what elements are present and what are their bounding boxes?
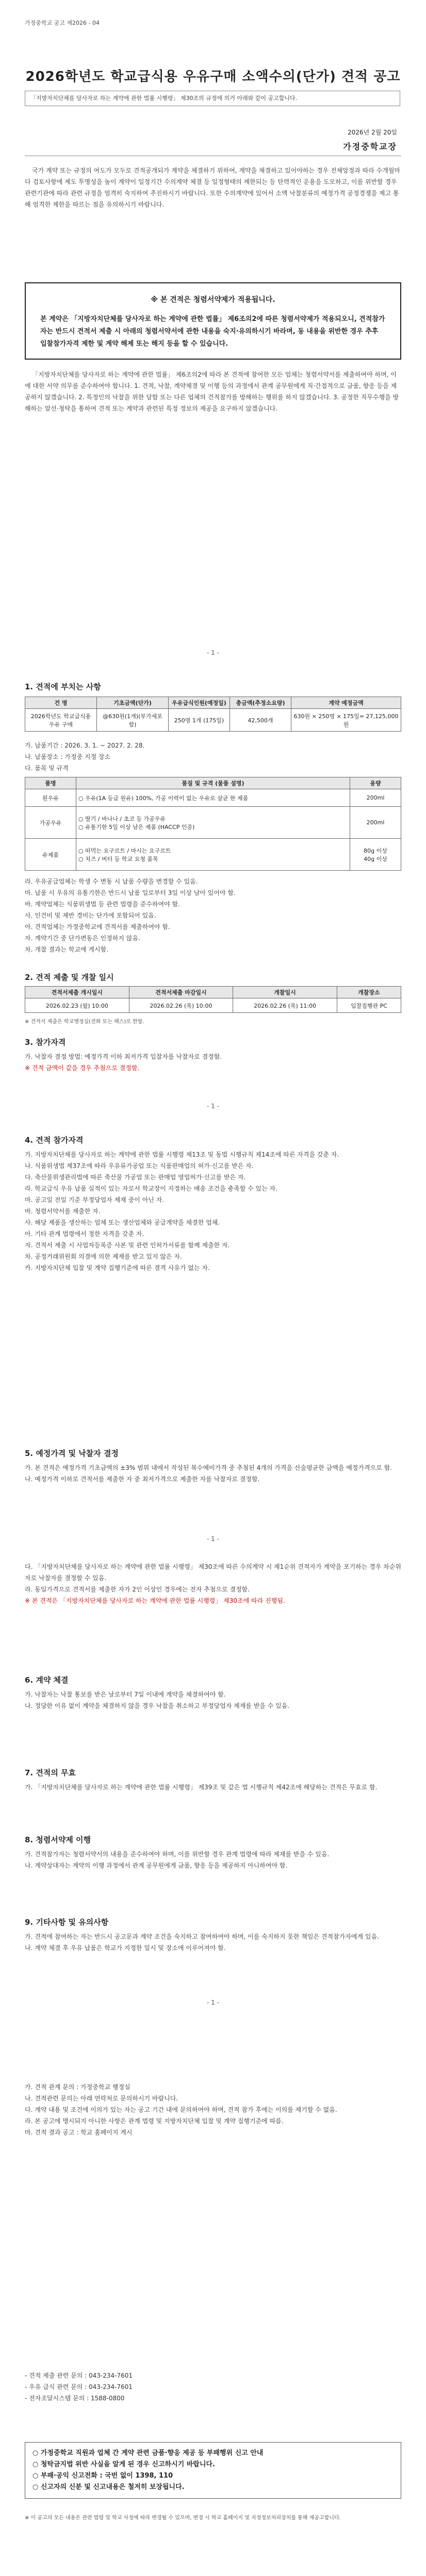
list-item: 라. 동일가격으로 견적서를 제출한 자가 2인 이상인 경우에는 전자 추첨으로 결정함. — [25, 1586, 250, 1593]
section-6-items — [25, 1689, 401, 1711]
list-item: 가. 낙찰자 결정 방법: 예정가격 이하 최저가격 입찰자를 낙찰자로 결정함. — [25, 1053, 222, 1060]
table-cell: 흰우유 — [25, 789, 76, 807]
list-item: 사. 해당 제품을 생산하는 업체 또는 생산업체와 공급계약을 체결한 업체. — [25, 1219, 220, 1226]
section-2-note: ※ 견적서 제출은 학교행정실(전화 또는 팩스)로 한함. — [25, 1019, 144, 1025]
table-cell: 가공우유 — [25, 807, 76, 839]
list-item: 가. 지방자치단체를 당사자로 하는 계약에 관한 법률 시행령 제13조 및 동법 시행규칙 제14조에 따른 자격을 갖춘 자. — [25, 1151, 339, 1158]
table-cell: 42,500개 — [230, 709, 291, 732]
list-item: 아. 기타 관계 법령에서 정한 자격을 갖춘 자. — [25, 1230, 144, 1238]
section-1-notes — [25, 876, 401, 955]
list-item: ※ 본 견적은 「지방자치단체를 당사자로 하는 계약에 관한 법률 시행령」 제30조에 따라 진행됨. — [25, 1597, 285, 1604]
section-3-title: 3. 참가자격 — [25, 1038, 66, 1047]
section-7-title: 7. 견적의 무효 — [25, 1768, 76, 1777]
page-separator — [0, 649, 426, 656]
list-item: 가. 「지방자치단체를 당사자로 하는 계약에 관한 법률 시행령」 제39조 및 같은 법 시행규칙 제42조에 해당하는 견적은 무효로 함. — [25, 1784, 378, 1791]
table-cell: @630원(1개)(부가세포함) — [97, 709, 169, 732]
table-cell: 630원 × 250명 × 175일= 27,125,000원 — [291, 709, 401, 732]
list-item: 나. 정당한 이유 없이 계약을 체결하지 않을 경우 낙찰을 취소하고 부정당업자 제재를 받을 수 있음. — [25, 1702, 290, 1709]
section-1-items — [25, 740, 401, 774]
section-9-items — [25, 1931, 401, 1954]
list-item: 라. 학교급식 우유 납품 실적이 있는 자로서 학교장이 지정하는 배송 조건을 충족할 수 있는 자. — [25, 1185, 277, 1192]
table-cell: 250명 1개 (175일) — [169, 709, 230, 732]
list-item: 바. 청렴서약서를 제출한 자. — [25, 1208, 101, 1215]
table-cell: 200ml — [350, 807, 401, 839]
list-item: 가. 본 견적은 예정가격 기초금액의 ±3% 범위 내에서 작성된 복수예비가격 중 추첨된 4개의 가격을 산술평균한 금액을 예정가격으로 함. — [25, 1464, 392, 1471]
list-item: 나. 계약상대자는 계약의 이행 과정에서 관계 공무원에게 금품, 향응 등을 제공하지 아니하여야 함. — [25, 1862, 288, 1869]
list-item: 사. 인건비 및 제반 경비는 단가에 포함되어 있음. — [25, 912, 156, 919]
closing-section — [25, 2081, 401, 2138]
table-header: 총금액(추정소요량) — [230, 697, 291, 709]
table-header: 품질 및 규격 (물품 설명) — [76, 777, 350, 789]
list-item: 나. 견적관련 문의는 아래 연락처로 문의하시기 바랍니다. — [25, 2095, 178, 2102]
list-item: 라. 본 공고에 명시되지 아니한 사항은 관계 법령 및 지방자치단체 입찰 및 계약 집행기준에 따름. — [25, 2117, 284, 2125]
page-separator — [0, 1535, 426, 1543]
contact-line: - 우유 급식 관련 문의 : 043-234-7601 — [25, 2383, 133, 2391]
table-cell: ○ 우유(1A 등급 원유) 100%, 가공 이력이 없는 우유로 살균 한 제품 — [76, 789, 350, 807]
section-8-title: 8. 청렴서약제 이행 — [25, 1835, 91, 1844]
page-separator — [0, 1999, 426, 2006]
warning-body: 본 계약은 「지방자치단체를 당사자로 하는 계약에 관한 법률」 제6조의2에 따른 청렴서약제가 적용되오니, 견적참가자는 반드시 견적서 제출 시 아래의 청렴서약서에 관한 내용을 숙지·유의하시기 바라며, 동 내용을 위반한 경우 추후 입찰참가자격 제한 및 계약 해제 또는 해지 등을 할 수 있습니다. — [40, 315, 385, 348]
list-item: 차. 공정거래위원회 의결에 의한 제재를 받고 있지 않은 자. — [25, 1253, 182, 1260]
list-item: 라. 우유공급업체는 학생 수 변동 시 납품 수량을 변경할 수 있음. — [25, 878, 198, 885]
law-paragraph: 「지방자치단체를 당사자로 하는 계약에 관한 법률」 제6조의2에 따라 본 견적에 참여한 모든 업체는 청렴서약서를 제출하여야 하며, 이에 대한 서약 의무를 준수하여야 합니다. 1. 견적, 낙찰, 계약체결 및 이행 등의 과정에서 관계 공무원에게 직·간접적으로 금품, 향응 등을 제공하지 않겠습니다. 2. 특정인의 낙찰을 위한 담합 또는 다른 업체의 견적참가를 방해하는 행위를 하지 않겠습니다. 3. 공정한 직무수행을 방해하는 알선·청탁을 통하여 견적 또는 계약과 관련된 특정 정보의 제공을 요구하지 않겠습니다. — [25, 371, 399, 412]
anti-corruption-box — [25, 2442, 401, 2499]
list-item: 아. 견적업체는 가정중학교에 견적서를 제출하여야 함. — [25, 923, 170, 930]
table-cell: 2026.02.26 (목) 11:00 — [233, 998, 337, 1013]
list-item: 나. 계약 체결 후 우유 납품은 학교가 지정한 일시 및 장소에 이루어져야 함. — [25, 1944, 226, 1952]
list-item: 자. 견적서 제출 시 사업자등록증 사본 및 관련 인허가서류를 함께 제출한 자. — [25, 1242, 230, 1249]
table-header: 품명 — [25, 777, 76, 789]
footer-line: ○ 신고자의 신분 및 신고내용은 철저히 보장됩니다. — [32, 2483, 185, 2491]
list-item: 가. 낙찰자는 낙찰 통보를 받은 날로부터 7일 이내에 계약을 체결하여야 함. — [25, 1691, 226, 1698]
list-item: 차. 개찰 결과는 학교에 게시함. — [25, 946, 108, 953]
spec-table-wrap — [25, 777, 401, 871]
list-item: 마. 견적 결과 공고 : 학교 홈페이지 게시 — [25, 2129, 133, 2136]
footer-note: ※ 이 공고의 모든 내용은 관련 법령 및 학교 사정에 따라 변경될 수 있으며, 변경 시 학교 홈페이지 및 지정정보처리장치를 통해 재공고합니다. — [25, 2515, 341, 2521]
section-3-items — [25, 1051, 401, 1074]
list-item: 나. 납품장소 : 가정중 지정 장소 — [25, 753, 111, 760]
footer-line: ○ 가정중학교 직원과 업체 간 계약 관련 금품·향응 제공 등 부패행위 신고 안내 — [32, 2449, 264, 2457]
table-cell: 200ml — [350, 789, 401, 807]
section-1-title: 1. 견적에 부치는 사항 — [25, 682, 101, 691]
section-7-items — [25, 1782, 401, 1793]
section-4-title: 4. 견적 참가자격 — [25, 1136, 84, 1145]
table-header: 우유급식인원(예정일) — [169, 697, 230, 709]
schedule-table — [25, 986, 401, 1013]
warning-heading: ※ 본 견적은 청렴서약제가 적용됩니다. — [151, 296, 275, 304]
list-item: 마. 납품 시 우유의 유통기한은 반드시 납품 일로부터 3일 이상 남아 있어야 함. — [25, 889, 236, 896]
section-1-table-wrap — [25, 697, 401, 732]
list-item: 가. 견적 관계 문의 : 가정중학교 행정실 — [25, 2083, 130, 2091]
list-item: 다. 계약 내용 및 조건에 이의가 있는 자는 공고 기간 내에 문의하여야 하며, 견적 참가 후에는 이의를 제기할 수 없음. — [25, 2106, 337, 2113]
list-item: 바. 계약업체는 식품위생법 등 관련 법령을 준수하여야 함. — [25, 901, 180, 908]
contract-summary-table — [25, 697, 401, 732]
table-header: 기초금액(단가) — [97, 697, 169, 709]
table-header: 견적서제출 개시일시 — [25, 987, 129, 998]
table-cell: 유제품 — [25, 839, 76, 871]
section-9-title: 9. 기타사항 및 유의사항 — [25, 1918, 109, 1927]
section-2-table-wrap — [25, 986, 401, 1013]
list-item: 마. 공고일 전일 기준 부정당업자 제재 중이 아닌 자. — [25, 1196, 164, 1204]
section-5-extra — [25, 1561, 401, 1606]
table-header: 건 명 — [25, 697, 97, 709]
section-5-items — [25, 1462, 401, 1485]
page-number: - 1 - — [207, 649, 219, 656]
table-header: 용량 — [350, 777, 401, 789]
intro-paragraph: 국가 계약 또는 규정의 여도가 모두로 견적공개되가 계약을 체결하기 위하여, 계약을 체결하고 있어야하는 경우 전체앙정과 따라 수개월마다 검토사항에 제도 투명성을 높이 계약이 일정기간 수의계약 체결 등 일정형태의 제한되는 등 탄력적인 운용을 도모하고, 이를 위반할 경우 관련기관에 따라 관련 규정을 엄격히 숙지하여 추진하시기 바랍니다. 또한 수의계약에 있어서 소액 낙찰분류의 예정가격 공정경쟁을 제고 통해 엄격한 제한을 따르는 점을 유의하시기 바랍니다. — [25, 167, 401, 208]
notice-intro-box: 「지방자치단체를 당사자로 하는 계약에 관한 법률 시행령」 제30조의 규정에 의거 아래와 같이 공고합니다. — [25, 91, 400, 106]
list-item: 다. 「지방자치단체를 당사자로 하는 계약에 관한 법률 시행령」 제30조에 따른 수의계약 시 제1순위 견적자가 계약을 포기하는 경우 차순위자로 낙찰자를 결정할 수 있음. — [25, 1563, 401, 1582]
document-number: 가정중학교 공고 제2026 - 04 — [25, 20, 100, 26]
list-item: 카. 지방자치단체 입찰 및 계약 집행기준에 따른 결격 사유가 없는 자. — [25, 1264, 210, 1272]
page-title: 2026학년도 학교급식용 우유구매 소액수의(단가) 견적 공고 — [25, 69, 401, 84]
list-item: 다. 축산물위생관리법에 따른 축산물 가공업 또는 판매업 영업허가·신고를 받은 자. — [25, 1174, 246, 1181]
table-cell: 2026.02.26 (목) 10:00 — [129, 998, 233, 1013]
footer-line: ○ 청탁금지법 위반 사실을 알게 된 경우 신고하시기 바랍니다. — [32, 2461, 215, 2468]
section-6-title: 6. 계약 체결 — [25, 1675, 69, 1685]
page-number: - 1 - — [207, 1103, 219, 1110]
list-item: 가. 견적에 참여하는 자는 반드시 공고문과 계약 조건을 숙지하고 참여하여야 하며, 이를 숙지하지 못한 책임은 견적참가자에게 있음. — [25, 1933, 379, 1940]
list-item: 가. 납품기간 : 2026. 3. 1. ~ 2027. 2. 28. — [25, 742, 145, 749]
list-item: 나. 식품위생법 제37조에 따라 우유류가공업 또는 식품판매업의 허가·신고를 받은 자. — [25, 1162, 254, 1170]
list-item: 자. 계약기간 중 단가변동은 인정하지 않음. — [25, 935, 140, 942]
contact-line: - 전자조달시스템 문의 : 1588-0800 — [25, 2395, 125, 2402]
page-number: - 1 - — [207, 1999, 219, 2006]
list-item: ※ 견적 금액이 같을 경우 추첨으로 결정함. — [25, 1064, 140, 1072]
section-5-title: 5. 예정가격 및 낙찰자 결정 — [25, 1449, 119, 1458]
table-header: 계약 예정금액 — [291, 697, 401, 709]
table-cell: 2026.02.23 (월) 10:00 — [25, 998, 129, 1013]
table-cell: 2026학년도 학교급식용 우유 구매 — [25, 709, 97, 732]
list-item: 가. 견적참가자는 청렴서약서의 내용을 준수하여야 하며, 이를 위반할 경우 관계 법령에 따라 제재를 받을 수 있음. — [25, 1851, 330, 1858]
table-cell: ○ 딸기 / 바나나 / 초코 등 가공우유 ○ 유통기한 5일 이상 남은 제품 (HACCP 인증) — [76, 807, 350, 839]
table-header: 개찰장소 — [337, 987, 401, 998]
section-8-items — [25, 1849, 401, 1871]
integrity-warning-box — [25, 282, 401, 360]
table-cell: 입찰집행관 PC — [337, 998, 401, 1013]
organization-name: 가정중학교장 — [343, 142, 397, 151]
table-header: 견적서제출 마감일시 — [129, 987, 233, 998]
section-2-title: 2. 견적 제출 및 개찰 일시 — [25, 973, 114, 982]
page-number: - 1 - — [207, 1535, 219, 1543]
list-item: 다. 품목 및 규격 — [25, 765, 69, 772]
spec-table — [25, 777, 401, 871]
table-cell: 80g 이상 40g 이상 — [350, 839, 401, 871]
table-cell: ○ 떠먹는 요구르트 / 마시는 요구르트 ○ 치즈 / 버터 등 학교 요청 품목 — [76, 839, 350, 871]
section-4-items — [25, 1149, 401, 1274]
page-separator — [0, 1103, 426, 1110]
table-header: 개찰일시 — [233, 987, 337, 998]
contact-line: - 견적 제출 관련 문의 : 043-234-7601 — [25, 2372, 133, 2379]
list-item: 나. 예정가격 이하로 견적서를 제출한 자 중 최저가격으로 제출한 자를 낙찰자로 결정함. — [25, 1476, 260, 1483]
announcement-date: 2026년 2월 20일 — [348, 129, 397, 136]
contacts — [25, 2370, 401, 2404]
footer-line: ○ 부패·공익 신고전화 : 국번 없이 1398, 110 — [32, 2472, 173, 2480]
